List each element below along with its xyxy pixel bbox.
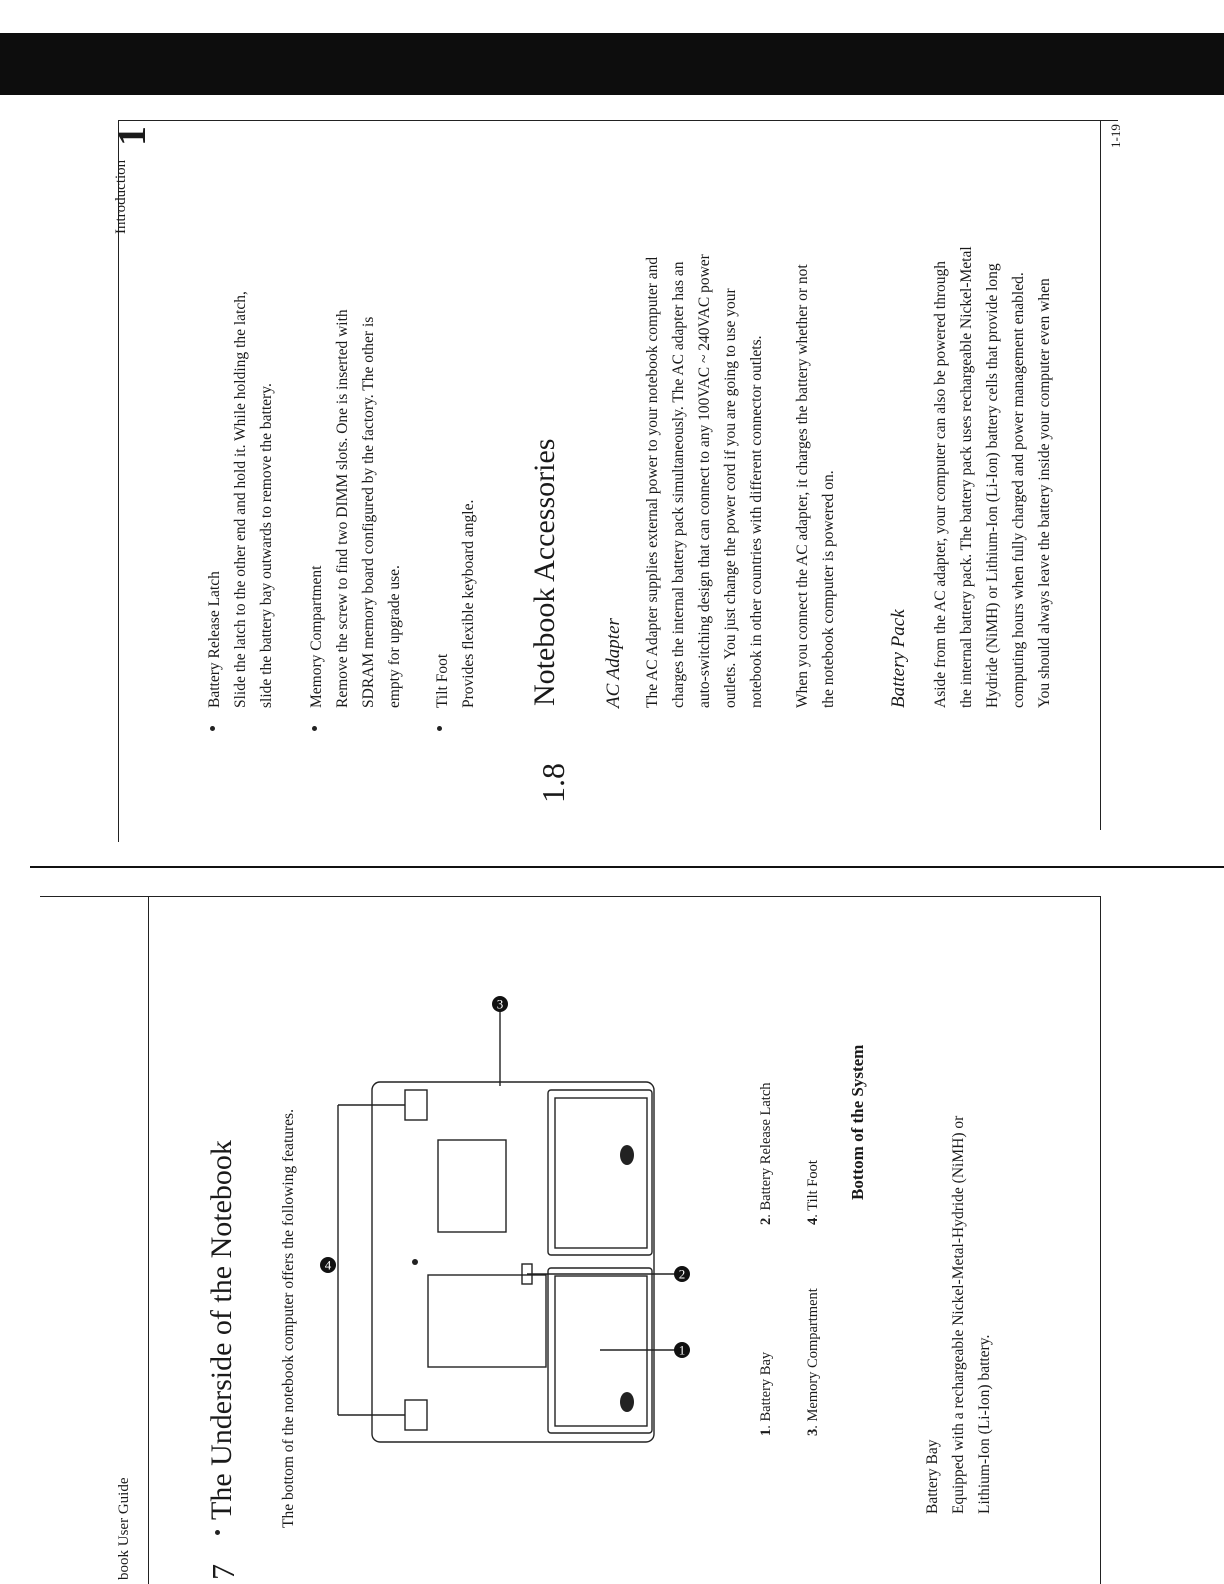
bullet-line: empty for upgrade use. xyxy=(386,565,403,708)
paragraph-line: the notebook computer is powered on. xyxy=(820,470,837,708)
left-section-title: The Underside of the Notebook xyxy=(205,1140,238,1520)
paragraph-line: When you connect the AC adapter, it charges the battery whether or not xyxy=(794,264,811,708)
legend-number: 2 xyxy=(758,1217,774,1225)
legend-number: 3 xyxy=(805,1428,821,1436)
tilt-foot-left xyxy=(405,1400,427,1430)
legend-label: . Memory Compartment xyxy=(805,1288,821,1429)
legend-battery-bay xyxy=(758,1352,775,1436)
paragraph-line: Aside from the AC adapter, your computer can also be powered through xyxy=(932,260,949,708)
left-page-right-rule xyxy=(1100,896,1101,1584)
legend-label: . Tilt Foot xyxy=(805,1160,821,1218)
paragraph-line: charges the internal battery pack simultaneously. The AC adapter has an xyxy=(670,261,687,708)
chapter-number: 1 xyxy=(109,126,154,146)
intro-text: The bottom of the notebook computer offers the following features. xyxy=(280,1109,297,1528)
notebook-bottom-figure xyxy=(320,996,720,1460)
legend-memory-compartment xyxy=(805,1288,822,1436)
bullet-dot xyxy=(312,726,317,731)
bullet-memory-compartment xyxy=(304,148,408,708)
ac-adapter-paragraph-1 xyxy=(640,108,770,708)
bullet-dot xyxy=(210,726,215,731)
legend-label: . Battery Release Latch xyxy=(758,1082,774,1218)
vent-panel xyxy=(438,1140,506,1232)
battery-pack-heading: Battery Pack xyxy=(888,609,909,708)
battery-pack-paragraph xyxy=(928,108,1058,708)
legend-label: . Battery Bay xyxy=(758,1351,774,1429)
ac-adapter-heading: AC Adapter xyxy=(603,618,624,708)
legend-number: 4 xyxy=(805,1217,821,1225)
paragraph-line: You should always leave the battery inside your computer even when xyxy=(1036,278,1053,708)
section-number: 1.8 xyxy=(535,763,571,803)
bullet-tilt-foot xyxy=(430,148,482,708)
memory-compartment-cover xyxy=(428,1275,546,1367)
paragraph-line: Hydride (NiMH) or Lithium-Ion (Li-Ion) battery cells that provide long xyxy=(984,263,1001,708)
bullet-line: Equipped with a rechargeable Nickel-Metal-Hydride (NiMH) or xyxy=(950,1115,967,1514)
right-page-right-rule xyxy=(1100,120,1101,830)
callout-1-number: 1 xyxy=(678,1342,686,1358)
upper-bay-inner xyxy=(555,1098,647,1248)
bullet-line: SDRAM memory board configured by the factory. The other is xyxy=(360,316,377,708)
bullet-line: Remove the screw to find two DIMM slots. One is inserted with xyxy=(334,309,351,708)
running-header-left: book User Guide xyxy=(116,1477,132,1580)
callout-4-number: 4 xyxy=(324,1257,332,1273)
left-page-left-rule xyxy=(148,896,149,1584)
running-header xyxy=(108,126,155,146)
callout-3-number: 3 xyxy=(496,996,504,1012)
screw-hole xyxy=(620,1392,634,1412)
top-black-band xyxy=(0,33,1224,95)
bullet-title: Tilt Foot xyxy=(434,653,451,708)
bullet-title: Memory Compartment xyxy=(308,565,325,708)
bullet-line: slide the battery bay outwards to remove the battery. xyxy=(258,383,275,708)
page-divider xyxy=(30,866,1224,868)
screw-hole xyxy=(412,1259,418,1265)
paragraph-line: notebook in other countries with different connector outlets. xyxy=(748,335,765,708)
upper-bay-panel xyxy=(548,1090,652,1255)
paragraph-line: outlets. You just change the power cord if you are going to use your xyxy=(722,288,739,708)
figure-caption: Bottom of the System xyxy=(848,1044,867,1200)
bullet-line: Lithium-Ion (Li-Ion) battery. xyxy=(976,1334,993,1514)
legend-number: 1 xyxy=(758,1428,774,1436)
paragraph-line: auto-switching design that can connect to any 100VAC ~ 240VAC power xyxy=(696,254,713,708)
bullet-dot xyxy=(437,726,442,731)
ac-adapter-paragraph-2 xyxy=(790,108,842,708)
bullet-line: Slide the latch to the other end and hold it. While holding the latch, xyxy=(232,291,249,708)
bullet-line: Provides flexible keyboard angle. xyxy=(460,499,477,708)
battery-bay-description xyxy=(920,894,998,1514)
paragraph-line: computing hours when fully charged and power management enabled. xyxy=(1010,272,1027,708)
page-number: 1-19 xyxy=(1108,124,1123,148)
section-title: Notebook Accessories xyxy=(528,438,561,706)
bullet-title: Battery Bay xyxy=(924,1439,941,1514)
legend-battery-release-latch xyxy=(758,1082,775,1225)
tilt-foot-right xyxy=(405,1090,427,1120)
header-title: Introduction xyxy=(113,159,129,234)
paragraph-line: the internal battery pack. The battery pack uses rechargeable Nickel-Metal xyxy=(958,246,975,708)
legend-tilt-foot xyxy=(805,1160,822,1225)
bullet-dot xyxy=(215,1530,220,1535)
paragraph-line: The AC Adapter supplies external power to your notebook computer and xyxy=(644,256,661,708)
bullet-battery-release-latch xyxy=(202,148,280,708)
callout-2-number: 2 xyxy=(678,1266,686,1282)
screw-hole xyxy=(620,1145,634,1165)
section-number-fragment: 7 xyxy=(205,1564,241,1580)
bullet-title: Battery Release Latch xyxy=(206,571,223,708)
